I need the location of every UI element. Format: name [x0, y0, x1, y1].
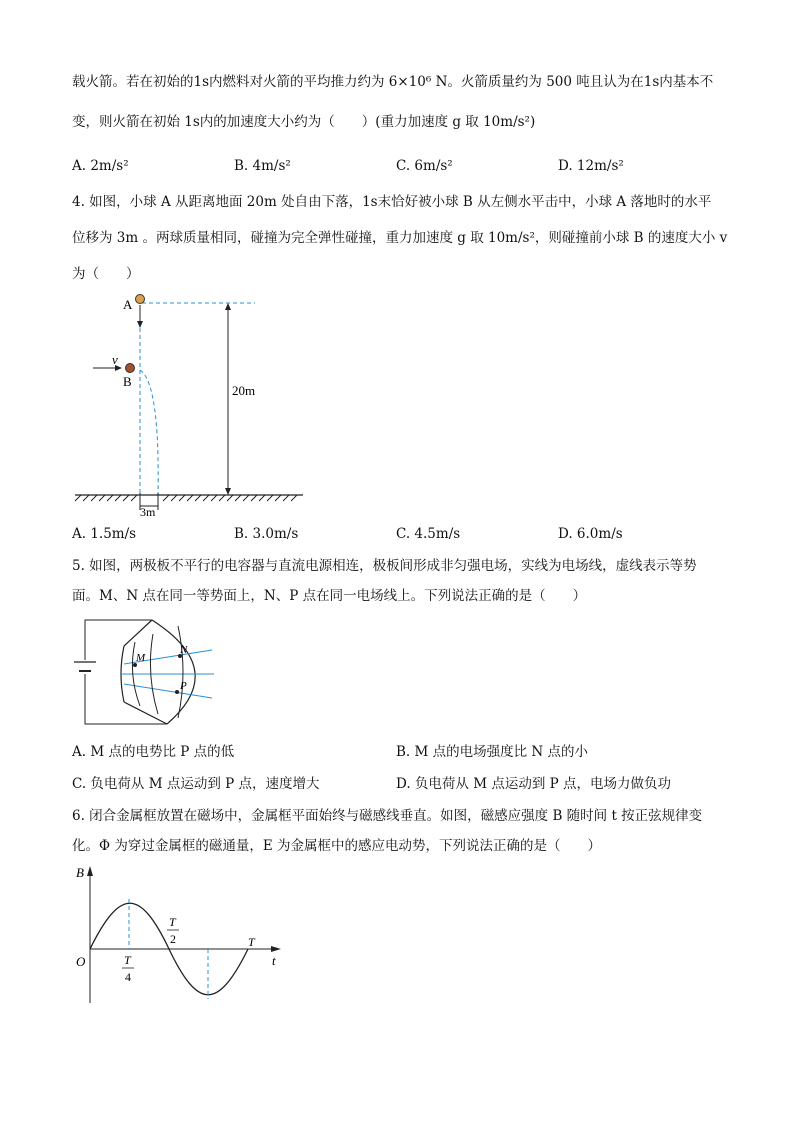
q3-text-line-2: 变，则火箭在初始 1s内的加速度大小约为（ ）(重力加速度 g 取 10m/s²): [72, 114, 536, 130]
label-t-period: T: [248, 935, 255, 949]
q5-text-line-1: 5. 如图，两极板不平行的电容器与直流电源相连，极板间形成非匀强电场，实线为电场线，虚线表示等势: [72, 558, 697, 574]
q3-option-c[interactable]: C. 6m/s²: [396, 158, 453, 174]
label-t4-den: 4: [125, 970, 131, 984]
q5-option-d[interactable]: D. 负电荷从 M 点运动到 P 点，电场力做负功: [396, 776, 671, 792]
label-height: 20m: [232, 383, 256, 398]
ball-b: [126, 364, 135, 373]
q4-text-line-1: 4. 如图，小球 A 从距离地面 20m 处自由下落，1s末恰好被小球 B 从左侧水平击中，小球 A 落地时的水平: [72, 194, 712, 210]
q3-option-d[interactable]: D. 12m/s²: [558, 158, 624, 174]
q6-text-line-2: 化。Φ 为穿过金属框的磁通量，E 为金属框中的感应电动势，下列说法正确的是（ ）: [72, 838, 602, 854]
ball-a: [136, 295, 145, 304]
label-v: v: [112, 352, 118, 367]
q6-text-line-1: 6. 闭合金属框放置在磁场中，金属框平面始终与磁感线垂直。如图，磁感应强度 B 随时间 t 按正弦规律变: [72, 808, 703, 824]
label-b-axis: B: [76, 865, 84, 880]
label-p: P: [180, 680, 187, 692]
label-t2-num: T: [169, 915, 176, 929]
q4-text-line-2: 位移为 3m 。两球质量相同，碰撞为完全弹性碰撞，重力加速度 g 取 10m/s²，则碰撞前小球 B 的速度大小 v: [72, 230, 728, 246]
q3-option-b[interactable]: B. 4m/s²: [234, 158, 291, 174]
label-m: M: [136, 652, 146, 664]
label-t-axis: t: [272, 953, 276, 968]
label-t2-den: 2: [170, 932, 176, 946]
q5-option-c[interactable]: C. 负电荷从 M 点运动到 P 点，速度增大: [72, 776, 320, 792]
q4-option-b[interactable]: B. 3.0m/s: [234, 526, 299, 542]
q5-text-line-2: 面。M、N 点在同一等势面上，N、P 点在同一电场线上。下列说法正确的是（ ）: [72, 588, 587, 604]
q3-text-line-1: 载火箭。若在初始的1s内燃料对火箭的平均推力约为 6×10⁶ N。火箭质量约为 500 吨且认为在1s内基本不: [72, 74, 714, 90]
q4-option-d[interactable]: D. 6.0m/s: [558, 526, 623, 542]
label-t4-num: T: [124, 953, 131, 967]
q4-option-c[interactable]: C. 4.5m/s: [396, 526, 461, 542]
q5-capacitor-figure: [70, 612, 230, 732]
q5-option-a[interactable]: A. M 点的电势比 P 点的低: [72, 744, 235, 760]
q6-sine-graph: [70, 858, 290, 1008]
label-a: A: [123, 297, 133, 312]
q4-text-line-3: 为（ ）: [72, 266, 140, 282]
label-disp: 3m: [140, 505, 156, 519]
q3-option-a[interactable]: A. 2m/s²: [72, 158, 129, 174]
label-origin: O: [76, 954, 86, 969]
label-n: N: [180, 644, 188, 656]
q4-option-a[interactable]: A. 1.5m/s: [72, 526, 137, 542]
label-b: B: [123, 374, 132, 389]
q5-option-b[interactable]: B. M 点的电场强度比 N 点的小: [396, 744, 589, 760]
q4-collision-figure: [60, 288, 320, 520]
